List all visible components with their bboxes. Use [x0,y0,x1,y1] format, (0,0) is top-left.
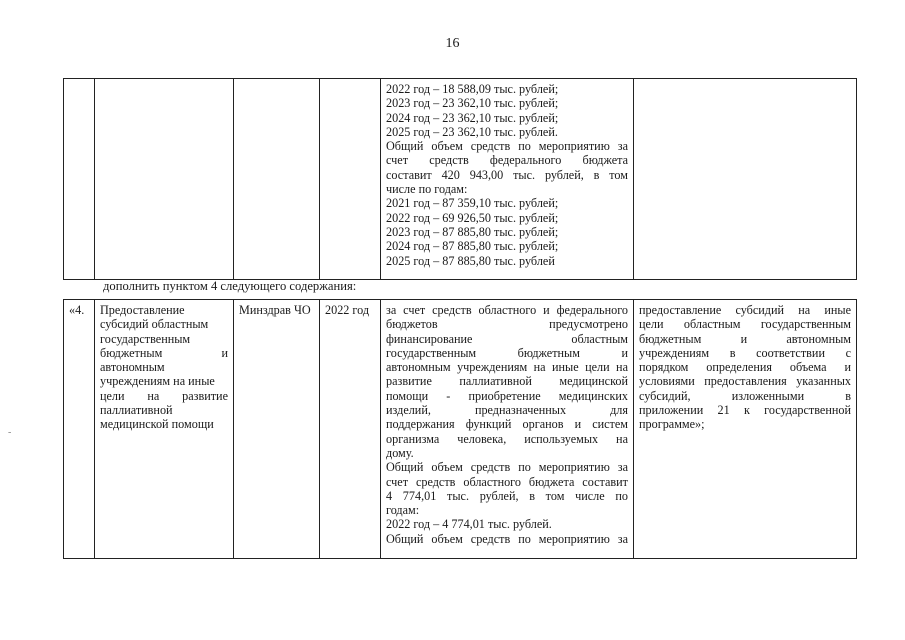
text-line: субсидий, изложенными в [639,388,851,403]
text-line: Общий объем средств по мероприятию за [386,531,628,546]
text-line: медицинской помощи [100,417,214,432]
text-line: субсидий областным [100,317,209,332]
text-line: государственным бюджетным и [386,345,628,360]
text-line: финансирование областным [386,331,628,346]
text-line: 2022 год – 69 926,50 тыс. рублей; [386,210,559,225]
text-line: программе»; [639,417,705,432]
text-line: годам: [386,503,420,518]
text-line: порядком определения объема и [639,360,851,375]
text-line: 2024 год – 87 885,80 тыс. рублей; [386,239,559,254]
text-line: приложении 21 к государственной [639,403,851,418]
text-line: условиями предоставления указанных [639,374,851,389]
cell-name [95,300,234,559]
text-line: 2024 год – 23 362,10 тыс. рублей; [386,110,559,125]
top-table [63,78,857,280]
text-line: 4 774,01 тыс. рублей, в том числе по [386,488,628,503]
text-line: бюджетным и автономным [639,331,851,346]
text-line: 2025 год – 23 362,10 тыс. рублей. [386,124,558,139]
text-line: цели областным государственным [639,317,851,332]
text-line: поддержания функций органов и систем [386,417,628,432]
cell-financing [381,300,634,559]
text-line: 2023 год – 23 362,10 тыс. рублей; [386,96,559,111]
cell-financing [381,79,634,280]
text-line: изделий, предназначенных для [386,403,628,418]
cell-year: 2022 год [320,300,381,559]
cell-executor: Минздрав ЧО [234,300,320,559]
text-line: развитие паллиативной медицинской [386,374,628,389]
text-line: государственным [100,331,191,346]
text-line: 2022 год – 4 774,01 тыс. рублей. [386,517,552,532]
text-line: автономным учреждениям на иные цели на [386,360,628,375]
text-line: помощи - приобретение медицинских [386,388,628,403]
text-line: автономным [100,360,165,375]
instruction-text: дополнить пунктом 4 следующего содержания: [103,279,357,293]
cell-result [634,300,857,559]
text-line: 2023 год – 87 885,80 тыс. рублей; [386,224,559,239]
text-line: Общий объем средств по мероприятию за [386,139,628,154]
text-line: 2022 год – 18 588,09 тыс. рублей; [386,82,559,96]
text-line: бюджетным и [100,345,228,360]
text-line: составит 420 943,00 тыс. рублей, в том [386,167,628,182]
cell-result [634,79,857,280]
bottom-table [63,299,857,559]
text-line: за счет средств областного и федерального [386,303,628,317]
cell-year [320,79,381,280]
text-line: Предоставление [100,303,185,317]
text-line: цели на развитие [100,388,228,403]
table-row [64,79,857,280]
cell-name [95,79,234,280]
table-row [64,300,857,559]
text-line: учреждениям в соответствии с [639,345,851,360]
page-number: 16 [445,36,460,51]
text-line: организма человека, используемых на [386,431,628,446]
text-line: 2021 год – 87 359,10 тыс. рублей; [386,196,559,211]
cell-executor [234,79,320,280]
cell-number: «4. [64,300,95,559]
text-line: бюджетов предусмотрено [386,317,628,332]
text-line: предоставление субсидий на иные [639,303,851,317]
cell-number [64,79,95,280]
text-line: счет средств федерального бюджета [386,153,628,168]
text-line: Общий объем средств по мероприятию за [386,460,628,475]
text-line: 2025 год – 87 885,80 тыс. рублей [386,253,555,268]
margin-mark: - [8,427,12,438]
text-line: дому. [386,445,414,460]
text-line: счет средств областного бюджета составит [386,474,628,489]
text-line: учреждениям на иные [100,374,215,389]
text-line: числе по годам: [386,182,468,197]
text-line: паллиативной [100,403,173,418]
